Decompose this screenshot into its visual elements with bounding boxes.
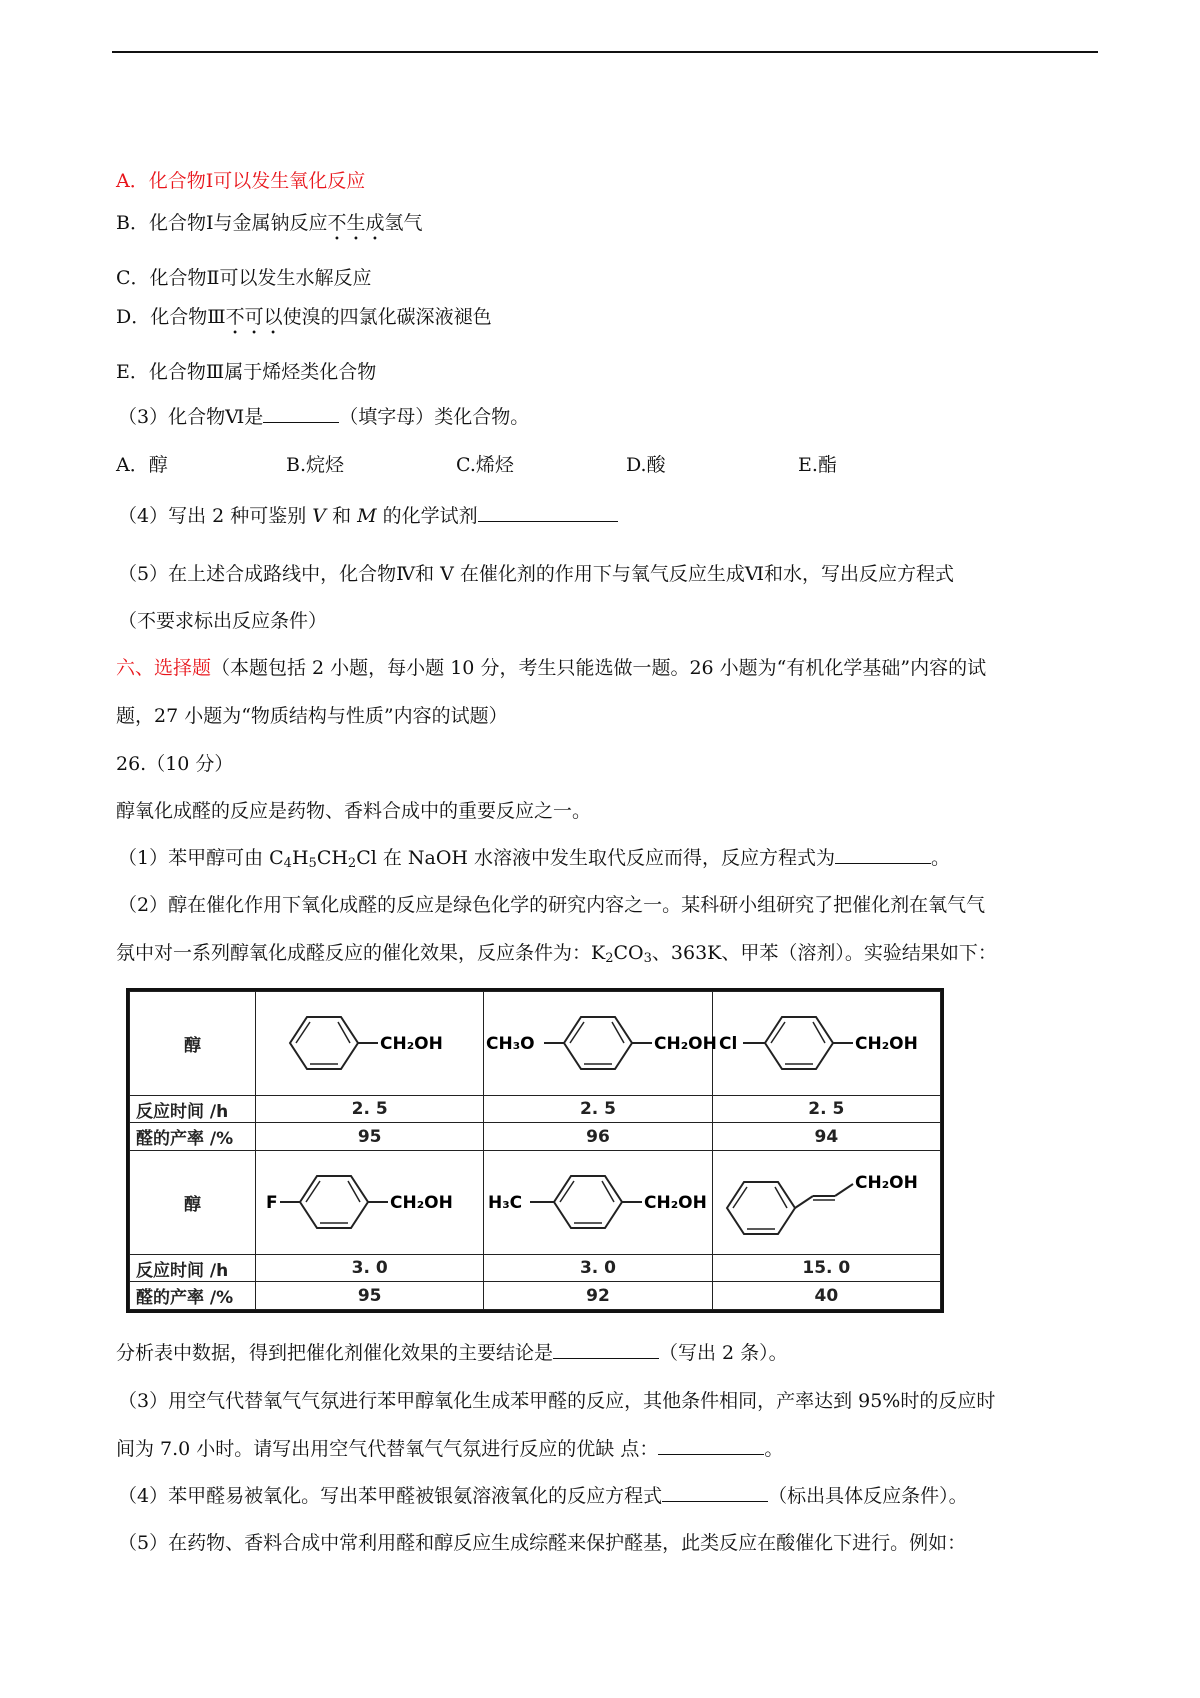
time-cell: 3. 0 (256, 1254, 484, 1282)
p1-sub1: 4 (283, 856, 292, 871)
option-a: A．化合物Ⅰ可以发生氧化反应 (116, 170, 366, 192)
structure-label: CH₂OH (854, 1173, 918, 1194)
p1-end: 。 (931, 847, 951, 869)
p2-sub1: 2 (605, 951, 614, 966)
p2-co: CO (613, 942, 644, 964)
p1-blank (835, 845, 931, 864)
q4-blank (478, 503, 618, 522)
option-b-emphasis: 不生成 (327, 212, 385, 234)
structure-cinnamyl-alcohol (712, 1150, 940, 1254)
q4-v: V (312, 505, 327, 527)
choice-b: B.烷烃 (286, 454, 345, 476)
structure-label: F (265, 1193, 278, 1214)
time-cell: 15. 0 (712, 1254, 940, 1282)
section-6-heading: 六、选择题 (116, 657, 212, 679)
option-c: C．化合物Ⅱ可以发生水解反应 (116, 267, 372, 289)
q26-part2-line1: （2）醇在催化作用下氧化成醛的反应是绿色化学的研究内容之一。某科研小组研究了把催化剂在氧气气 (118, 894, 986, 916)
section-6-line2: 题，27 小题为“物质结构与性质”内容的试题） (116, 705, 508, 727)
p2-text: 氛中对一系列醇氧化成醛反应的催化效果，反应条件为：K (116, 942, 606, 964)
row-label-yield-2: 醛的产率 /% (130, 1282, 256, 1310)
structure-methylbenzyl-alcohol (484, 1150, 712, 1254)
q26-part4 (118, 1483, 968, 1509)
yield-cell: 92 (484, 1282, 712, 1310)
structure-chlorobenzyl-alcohol (712, 992, 940, 1096)
p4-tail: （标出具体反应条件）。 (768, 1485, 968, 1507)
q3-blank (263, 404, 339, 423)
analysis-tail: （写出 2 条）。 (659, 1342, 788, 1364)
structure-label: CH₂OH (644, 1193, 708, 1214)
option-d (116, 304, 492, 339)
structure-methoxybenzyl-alcohol (484, 992, 718, 1096)
time-cell: 3. 0 (484, 1254, 712, 1282)
structure-label: CH₃O (486, 1034, 535, 1055)
question-5-line1: （5）在上述合成路线中，化合物Ⅳ和 V 在催化剂的作用下与氧气反应生成Ⅵ和水，写出反应方程式 (118, 563, 954, 585)
option-b-text: B．化合物Ⅰ与金属钠反应 (116, 212, 328, 234)
yield-cell: 95 (256, 1123, 484, 1151)
option-d-emphasis: 不可以 (225, 306, 283, 328)
q4-text: （4）写出 2 种可鉴别 (118, 505, 313, 527)
structure-label: CH₂OH (854, 1034, 918, 1055)
structure-label: CH₂OH (654, 1034, 718, 1055)
section-6-text: （本题包括 2 小题，每小题 10 分，考生只能选做一题。26 小题为“有机化学基础”内容的试 (211, 657, 987, 679)
q4-and: 和 (326, 505, 358, 527)
p4-text: （4）苯甲醛易被氧化。写出苯甲醛被银氨溶液氧化的反应方程式 (118, 1485, 663, 1507)
q4-tail: 的化学试剂 (376, 505, 478, 527)
p2-tail: 、363K、甲苯（溶剂）。实验结果如下： (651, 942, 997, 964)
structure-fluorobenzyl-alcohol (256, 1150, 484, 1254)
analysis-text: 分析表中数据，得到把催化剂催化效果的主要结论是 (116, 1342, 554, 1364)
row-label-yield-1: 醛的产率 /% (130, 1123, 256, 1151)
q26-part1 (118, 845, 950, 877)
choice-e: E.酯 (798, 454, 837, 476)
yield-cell: 94 (712, 1123, 940, 1151)
q4-m: M (357, 505, 377, 527)
option-d-tail: 使溴的四氯化碳深液褪色 (282, 306, 492, 328)
time-cell: 2. 5 (256, 1095, 484, 1123)
question-3 (118, 404, 529, 430)
header-rule (112, 51, 1098, 53)
q26-intro: 醇氧化成醛的反应是药物、香料合成中的重要反应之一。 (116, 800, 592, 822)
analysis-blank (553, 1340, 659, 1359)
structure-label: Cl (718, 1034, 737, 1055)
q26-part2-line2 (116, 940, 997, 972)
yield-cell: 40 (712, 1282, 940, 1310)
p1-text: （1）苯甲醇可由 C (118, 847, 284, 869)
choice-a: A．醇 (116, 454, 168, 476)
p1-h: H (291, 847, 309, 869)
p1-ch: CH (316, 847, 348, 869)
row-label-alcohol-2: 醇 (130, 1150, 256, 1254)
p4-blank (662, 1483, 768, 1502)
yield-cell: 96 (484, 1123, 712, 1151)
row-label-alcohol-1: 醇 (130, 992, 256, 1096)
p1-sub3: 2 (347, 856, 357, 871)
section-6-line1 (116, 655, 986, 681)
yield-cell: 95 (256, 1282, 484, 1310)
p1-tail: Cl 在 NaOH 水溶液中发生取代反应而得，反应方程式为 (356, 847, 836, 869)
q26-part3-line1: （3）用空气代替氧气气氛进行苯甲醇氧化生成苯甲醛的反应，其他条件相同，产率达到 95%时的反应时 (118, 1390, 996, 1412)
results-table (126, 988, 944, 1313)
choice-c: C.烯烃 (456, 454, 514, 476)
p3-end: 。 (764, 1438, 784, 1460)
q3-tail: （填字母）类化合物。 (339, 406, 530, 428)
question-4 (118, 503, 618, 529)
p2-sub2: 3 (643, 951, 652, 966)
option-b (116, 210, 423, 245)
option-e: E．化合物Ⅲ属于烯烃类化合物 (116, 361, 377, 383)
option-b-tail: 氢气 (384, 212, 423, 234)
structure-label: CH₂OH (379, 1034, 443, 1055)
q26-part5: （5）在药物、香料合成中常利用醛和醇反应生成综醛来保护醛基，此类反应在酸催化下进行。例如： (118, 1532, 967, 1554)
structure-label: H₃C (488, 1193, 523, 1214)
structure-label: CH₂OH (389, 1193, 453, 1214)
time-cell: 2. 5 (712, 1095, 940, 1123)
p1-sub2: 5 (308, 856, 317, 871)
time-cell: 2. 5 (484, 1095, 712, 1123)
row-label-time-2: 反应时间 /h (130, 1254, 256, 1282)
question-5-line2: （不要求标出反应条件） (118, 610, 328, 632)
analysis-line (116, 1340, 788, 1366)
p3-text: 间为 7.0 小时。请写出用空气代替氧气气氛进行反应的优缺 点： (116, 1438, 659, 1460)
p3-blank (658, 1436, 764, 1455)
row-label-time-1: 反应时间 /h (130, 1095, 256, 1123)
option-d-text: D．化合物Ⅲ (116, 306, 226, 328)
choice-d: D.酸 (626, 454, 666, 476)
q26-title: 26.（10 分） (116, 753, 234, 775)
structure-benzyl-alcohol (256, 992, 484, 1096)
q3-text: （3）化合物Ⅵ是 (118, 406, 264, 428)
q26-part3-line2 (116, 1436, 783, 1462)
